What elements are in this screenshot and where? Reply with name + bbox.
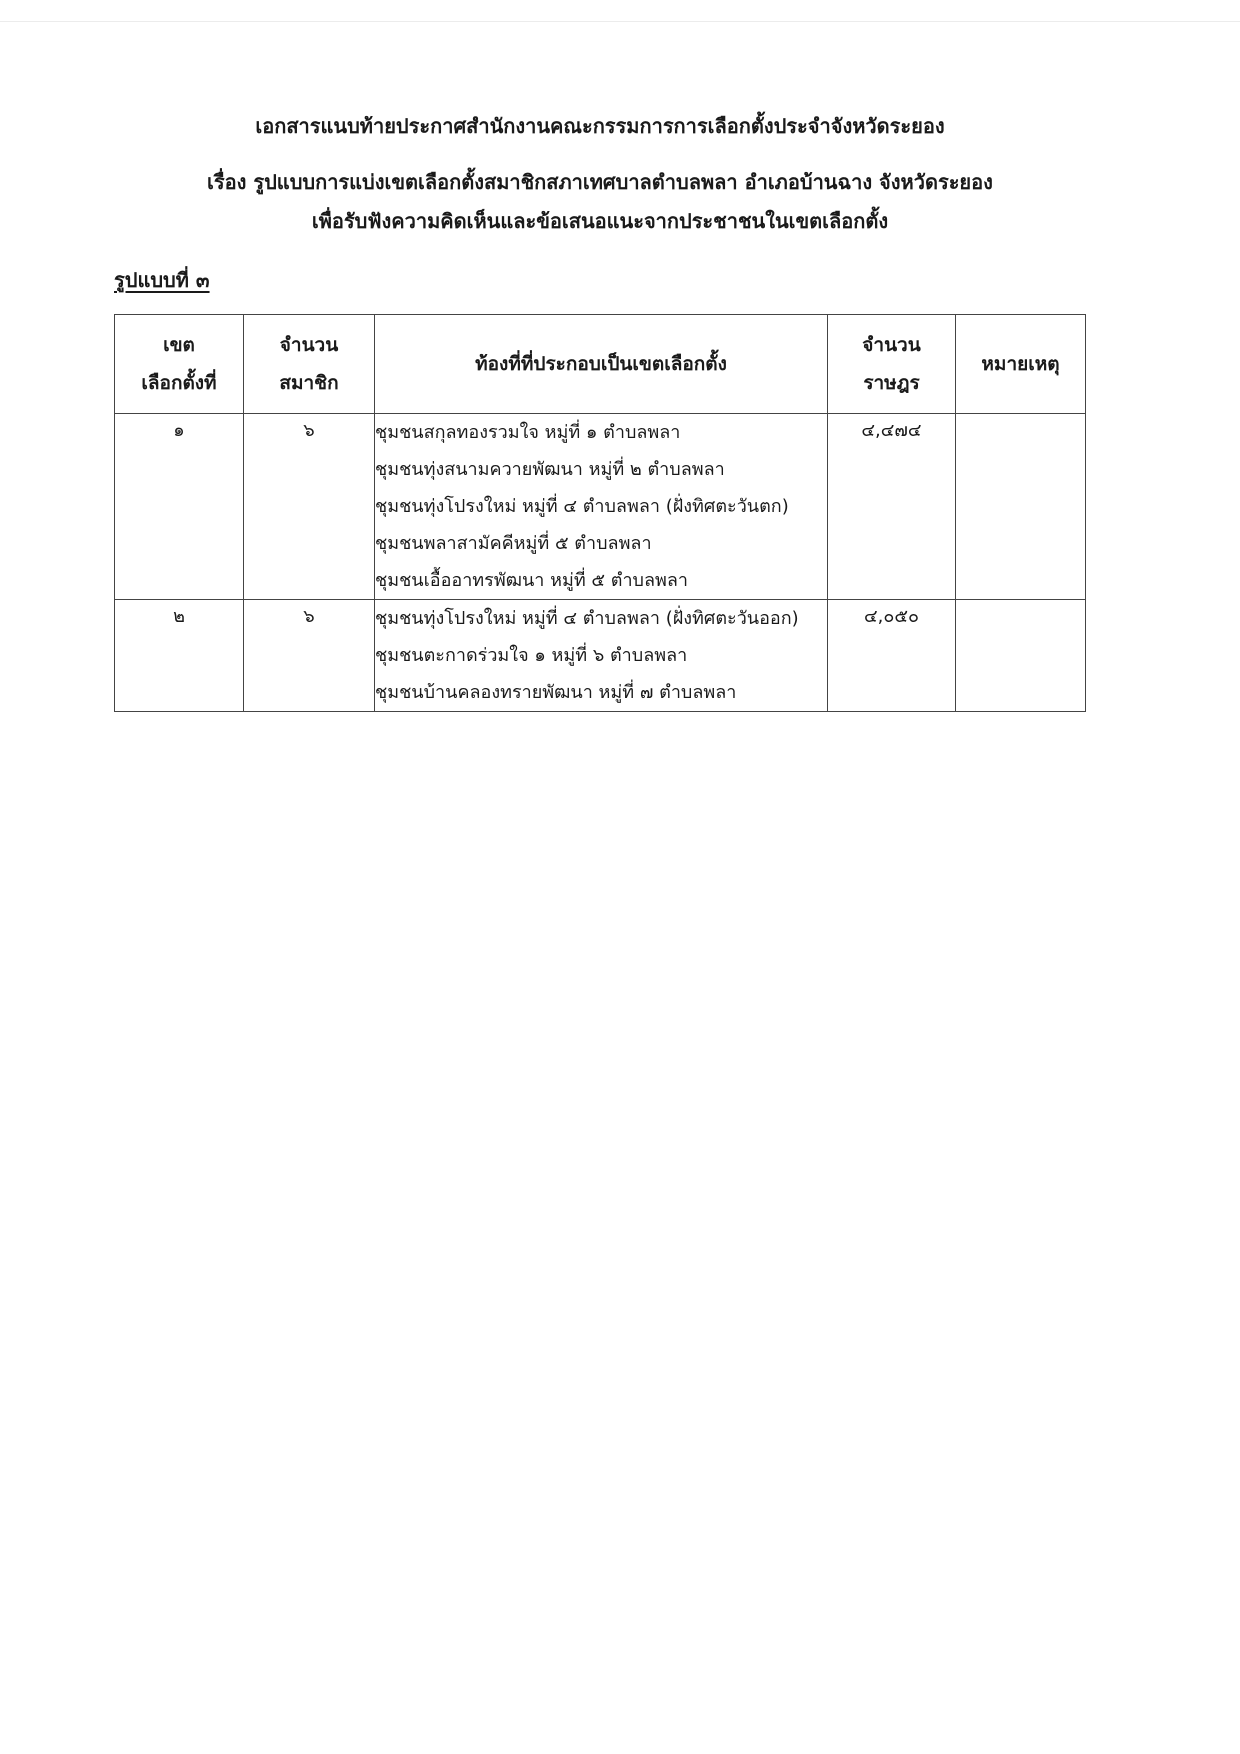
area-list	[375, 414, 828, 600]
member-count: ๖	[244, 600, 375, 712]
table-header-row	[115, 315, 1086, 414]
remarks-cell	[956, 414, 1086, 600]
page-top-edge	[0, 21, 1240, 22]
table-row	[115, 414, 1086, 600]
area-list	[375, 600, 828, 712]
area-item: ชุมชนเอื้ออาทรพัฒนา หมู่ที่ ๕ ตำบลพลา	[375, 570, 689, 591]
header-population	[828, 315, 956, 414]
area-item: ชุมชนบ้านคลองทรายพัฒนา หมู่ที่ ๗ ตำบลพลา	[375, 682, 737, 703]
area-item: ชุมชนพลาสามัคคีหมู่ที่ ๕ ตำบลพลา	[375, 533, 652, 554]
area-item: ชุมชนทุ่งโปรงใหม่ หมู่ที่ ๔ ตำบลพลา (ฝั่งทิศตะวันตก)	[375, 496, 789, 517]
header-district	[115, 315, 244, 414]
document-subject: เรื่อง รูปแบบการแบ่งเขตเลือกตั้งสมาชิกสภาเทศบาลตำบลพลา อำเภอบ้านฉาง จังหวัดระยอง	[207, 170, 993, 194]
header-remarks	[956, 315, 1086, 414]
area-item: ชุมชนตะกาดร่วมใจ ๑ หมู่ที่ ๖ ตำบลพลา	[375, 645, 688, 666]
district-number: ๒	[115, 600, 244, 712]
header-population-line1: จำนวน	[862, 334, 921, 356]
document-purpose: เพื่อรับฟังความคิดเห็นและข้อเสนอแนะจากประชาชนในเขตเลือกตั้ง	[311, 209, 889, 233]
area-item: ชุมชนทุ่งโปรงใหม่ หมู่ที่ ๔ ตำบลพลา (ฝั่งทิศตะวันออก)	[375, 608, 799, 629]
district-table	[114, 314, 1086, 712]
population-count: ๔,๔๗๔	[828, 414, 956, 600]
population-count: ๔,๐๕๐	[828, 600, 956, 712]
remarks-cell	[956, 600, 1086, 712]
header-members-line2: สมาชิก	[279, 372, 339, 394]
header-members-line1: จำนวน	[279, 334, 339, 356]
table-row	[115, 600, 1086, 712]
area-item: ชุมชนสกุลทองรวมใจ หมู่ที่ ๑ ตำบลพลา	[375, 422, 681, 443]
header-members	[244, 315, 375, 414]
header-areas-label: ท้องที่ที่ประกอบเป็นเขตเลือกตั้ง	[475, 353, 727, 375]
area-item: ชุมชนทุ่งสนามควายพัฒนา หมู่ที่ ๒ ตำบลพลา	[375, 459, 725, 480]
header-population-line2: ราษฎร	[863, 372, 920, 394]
document-title: เอกสารแนบท้ายประกาศสำนักงานคณะกรรมการการเลือกตั้งประจำจังหวัดระยอง	[255, 114, 945, 138]
header-areas	[375, 315, 828, 414]
header-district-line2: เลือกตั้งที่	[141, 372, 217, 394]
model-label: รูปแบบที่ ๓	[114, 268, 210, 292]
member-count: ๖	[244, 414, 375, 600]
header-district-line1: เขต	[163, 334, 195, 356]
header-remarks-label: หมายเหตุ	[981, 353, 1060, 375]
district-number: ๑	[115, 414, 244, 600]
